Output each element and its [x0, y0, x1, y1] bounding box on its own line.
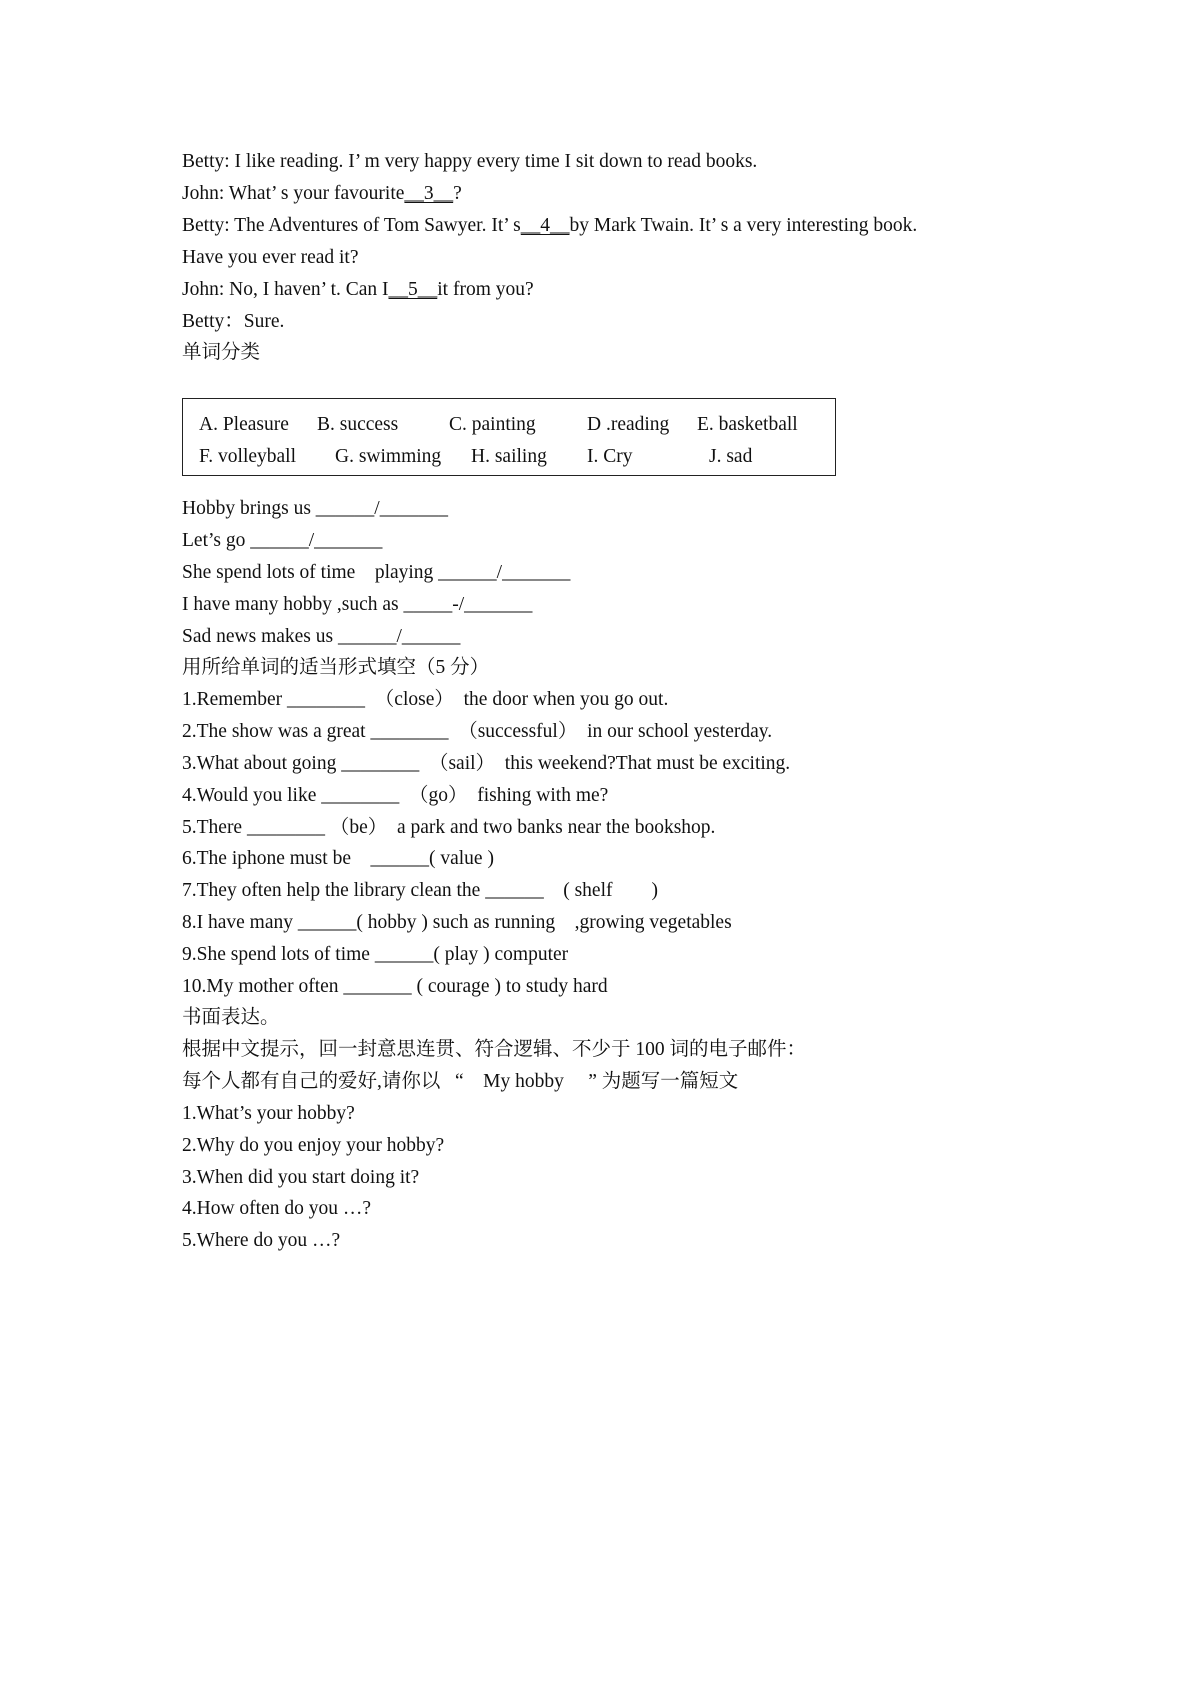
dialogue-line-1: Betty: I like reading. I’ m very happy every time I sit down to read books.: [182, 151, 758, 172]
word-option: H. sailing: [471, 446, 547, 467]
writing-question: 5.Where do you …?: [182, 1230, 341, 1251]
dialogue-line-5: [182, 278, 534, 302]
word-option: E. basketball: [697, 414, 798, 435]
fill-item: 3.What about going ________ （sail） this weekend?That must be exciting.: [182, 753, 791, 774]
fill-item: 4.Would you like ________ （go） fishing with me?: [182, 785, 609, 806]
fill-item: 5.There ________ （be） a park and two banks near the bookshop.: [182, 817, 716, 838]
blank-3: __3__: [404, 183, 454, 204]
dialogue-line-4: Have you ever read it?: [182, 247, 359, 268]
dialogue-line-6: Betty：Sure.: [182, 311, 285, 332]
word-option: B. success: [317, 414, 399, 435]
blank-5: __5__: [388, 279, 438, 300]
word-option: I. Cry: [587, 446, 633, 467]
writing-question: 3.When did you start doing it?: [182, 1167, 420, 1188]
fill-item: 10.My mother often _______ ( courage ) to study hard: [182, 976, 608, 997]
writing-question: 4.How often do you …?: [182, 1198, 372, 1219]
word-option: D .reading: [587, 414, 670, 435]
section-heading-fill: 用所给单词的适当形式填空（5 分）: [182, 657, 490, 678]
word-option: G. swimming: [335, 446, 442, 467]
word-bank-box: [182, 398, 836, 476]
dialogue-text: ?: [453, 183, 462, 204]
writing-prompt: 每个人都有自己的爱好,请你以 “ My hobby ” 为题写一篇短文: [182, 1071, 739, 1092]
writing-question: 1.What’s your hobby?: [182, 1103, 355, 1124]
blank-4: __4__: [520, 215, 570, 236]
word-option: F. volleyball: [199, 446, 297, 467]
word-option: J. sad: [709, 446, 753, 467]
section-heading-classify: 单词分类: [182, 342, 261, 363]
dialogue-text: Betty: The Adventures of Tom Sawyer. It’ s: [182, 215, 521, 236]
fill-item: 9.She spend lots of time ______( play ) computer: [182, 944, 569, 965]
fill-item: 1.Remember ________ （close） the door when you go out.: [182, 689, 669, 710]
dialogue-line-3: [182, 214, 917, 238]
dialogue-text: by Mark Twain. It’ s a very interesting book.: [569, 215, 918, 236]
dialogue-text: John: No, I haven’ t. Can I: [182, 279, 389, 300]
dialogue-text: John: What’ s your favourite: [182, 183, 405, 204]
fill-item: 6.The iphone must be ______( value ): [182, 848, 494, 869]
dialogue-line-2: [182, 182, 462, 206]
dialogue-text: it from you?: [437, 279, 534, 300]
writing-question: 2.Why do you enjoy your hobby?: [182, 1135, 445, 1156]
fill-item: 2.The show was a great ________ （successful） in our school yesterday.: [182, 721, 773, 742]
classify-sentence: Let’s go ______/_______: [182, 530, 383, 551]
word-option: A. Pleasure: [199, 414, 289, 435]
fill-item: 7.They often help the library clean the ______ ( shelf ): [182, 880, 658, 901]
classify-sentence: Hobby brings us ______/_______: [182, 498, 448, 519]
section-heading-writing: 书面表达。: [182, 1007, 280, 1028]
classify-sentence: I have many hobby ,such as _____-/_______: [182, 594, 533, 615]
fill-item: 8.I have many ______( hobby ) such as running ,growing vegetables: [182, 912, 732, 933]
word-option: C. painting: [449, 414, 536, 435]
writing-instruction: 根据中文提示，回一封意思连贯、符合逻辑、不少于 100 词的电子邮件：: [182, 1039, 807, 1060]
classify-sentence: Sad news makes us ______/______: [182, 626, 461, 647]
classify-sentence: She spend lots of time playing ______/_______: [182, 562, 571, 583]
